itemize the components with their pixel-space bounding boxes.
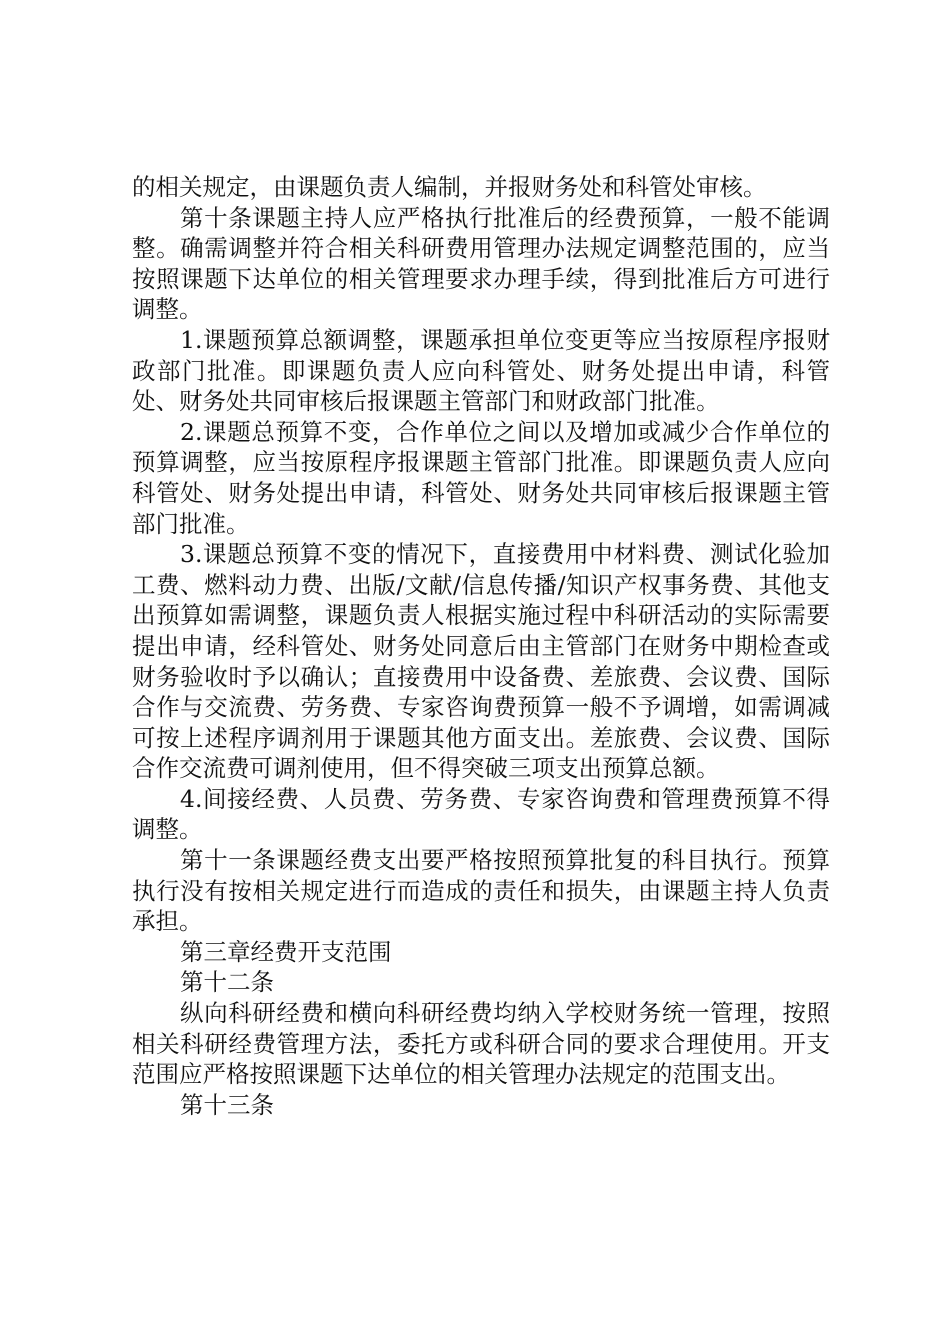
paragraph: 的相关规定，由课题负责人编制，并报财务处和科管处审核。: [132, 173, 767, 201]
paragraph: 2.课题总预算不变，合作单位之间以及增加或减少合作单位的预算调整，应当按原程序报课题主管部门批准。即课题负责人应向科管处、财务处提出申请，科管处、财务处共同审核后报课题主管部门批准。: [132, 417, 830, 538]
paragraph: 4.间接经费、人员费、劳务费、专家咨询费和管理费预算不得调整。: [132, 784, 830, 844]
paragraph: 1.课题预算总额调整，课题承担单位变更等应当按原程序报财政部门批准。即课题负责人应向科管处、财务处提出申请，科管处、财务处共同审核后报课题主管部门和财政部门批准。: [132, 325, 830, 416]
paragraph: 纵向科研经费和横向科研经费均纳入学校财务统一管理，按照相关科研经费管理方法，委托方或科研合同的要求合理使用。开支范围应严格按照课题下达单位的相关管理办法规定的范围支出。: [132, 999, 830, 1089]
chapter-heading: 第三章经费开支范围: [180, 937, 392, 966]
paragraph: 3.课题总预算不变的情况下，直接费用中材料费、测试化验加工费、燃料动力费、出版/文献/信息传播/知识产权事务费、其他支出预算如需调整，课题负责人根据实施过程中科研活动的实际需要提出申请，经科管处、财务处同意后由主管部门在财务中期检查或财务验收时予以确认；直接费用中设备费、差旅费、会议费、国际合作与交流费、劳务费、专家咨询费预算一般不予调增，如需调减可按上述程序调剂用于课题其他方面支出。差旅费、会议费、国际合作交流费可调剂使用，但不得突破三项支出预算总额。: [132, 540, 830, 783]
paragraph: 第十一条课题经费支出要严格按照预算批复的科目执行。预算执行没有按相关规定进行而造成的责任和损失，由课题主持人负责承担。: [132, 846, 830, 936]
article-heading: 第十三条: [180, 1090, 274, 1119]
article-heading: 第十二条: [180, 968, 274, 997]
paragraph: 第十条课题主持人应严格执行批准后的经费预算，一般不能调整。确需调整并符合相关科研费用管理办法规定调整范围的，应当按照课题下达单位的相关管理要求办理手续，得到批准后方可进行调整。: [132, 203, 830, 324]
document-body: [132, 172, 830, 1120]
